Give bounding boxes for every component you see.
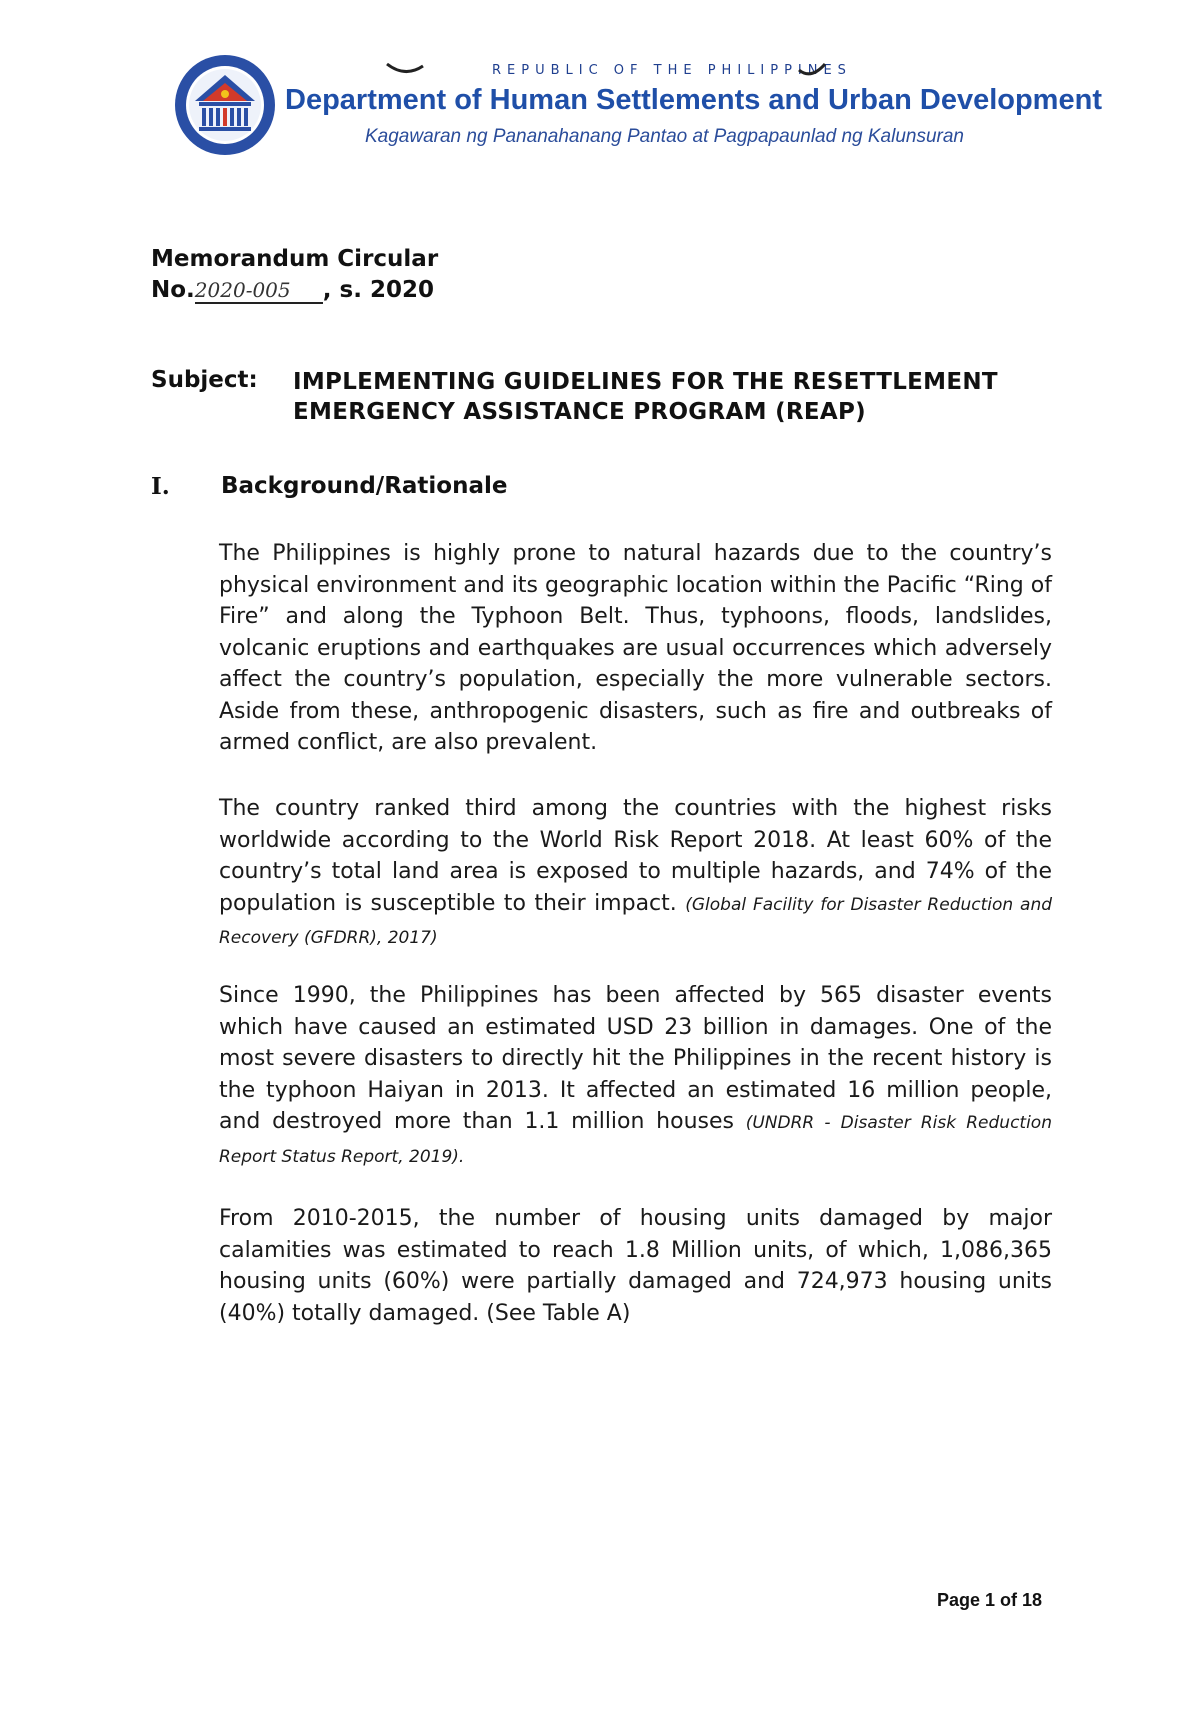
republic-header: REPUBLIC OF THE PHILIPPINES (492, 63, 852, 78)
memo-title: Memorandum Circular (151, 246, 439, 272)
paragraph-text: Since 1990, the Philippines has been affected by 565 disaster events which have caused an estimated USD 23 billion in damages. One of the most severe disasters to directly hit the Philippines in the recent history is the typhoon Haiyan in 2013. It affected an estimated 16 million people, and destroyed more than 1.1 million houses (219, 983, 1052, 1134)
section-title: Background/Rationale (221, 473, 508, 499)
citation: (UNDRR - Disaster Risk Reduction Report Status Report, 2019). (219, 1113, 1052, 1167)
department-name: Department of Human Settlements and Urban Development (285, 84, 1102, 116)
paragraph: The Philippines is highly prone to natural hazards due to the country’s physical environment and its geographic location within the Pacific “Ring of Fire” and along the Typhoon Belt. Thus, typhoons, floods, landslides, volcanic eruptions and earthquakes are usual occurrences which adversely affect the country’s population, especially the more vulnerable sectors. Aside from these, anthropogenic disasters, such as fire and outbreaks of armed conflict, are also prevalent. (219, 541, 1052, 755)
memo-number-prefix: No. (151, 277, 195, 303)
dhsud-seal-logo (173, 53, 277, 157)
paragraph: From 2010-2015, the number of housing units damaged by major calamities was estimated to reach 1.8 Million units, of which, 1,086,365 housing units (60%) were partially damaged and 724,973 housing units (40%) totally damaged. (See Table A) (219, 1206, 1052, 1326)
memo-series: , s. 2020 (322, 277, 434, 303)
paragraph (219, 793, 1052, 955)
paragraph (219, 980, 1052, 1173)
department-name-tagalog: Kagawaran ng Pananahanang Pantao at Pagpapaunlad ng Kalunsuran (365, 126, 965, 147)
paragraph-text: The country ranked third among the countries with the highest risks worldwide according to the World Risk Report 2018. At least 60% of the country’s total land area is exposed to multiple hazards, and 74% of the population is susceptible to their impact. (219, 796, 1052, 916)
section-number: I. (151, 473, 170, 500)
memo-number-handwritten: 2020-005 (195, 278, 323, 304)
scan-smudge-icon (797, 62, 827, 76)
scan-smudge-icon (385, 62, 425, 76)
subject-text: IMPLEMENTING GUIDELINES FOR THE RESETTLEMENT EMERGENCY ASSISTANCE PROGRAM (REAP) (293, 369, 998, 425)
page-number: Page 1 of 18 (937, 1590, 1043, 1610)
memo-number (151, 277, 434, 304)
citation: (Global Facility for Disaster Reduction and Recovery (GFDRR), 2017) (219, 894, 1053, 948)
subject-label: Subject: (151, 367, 258, 393)
